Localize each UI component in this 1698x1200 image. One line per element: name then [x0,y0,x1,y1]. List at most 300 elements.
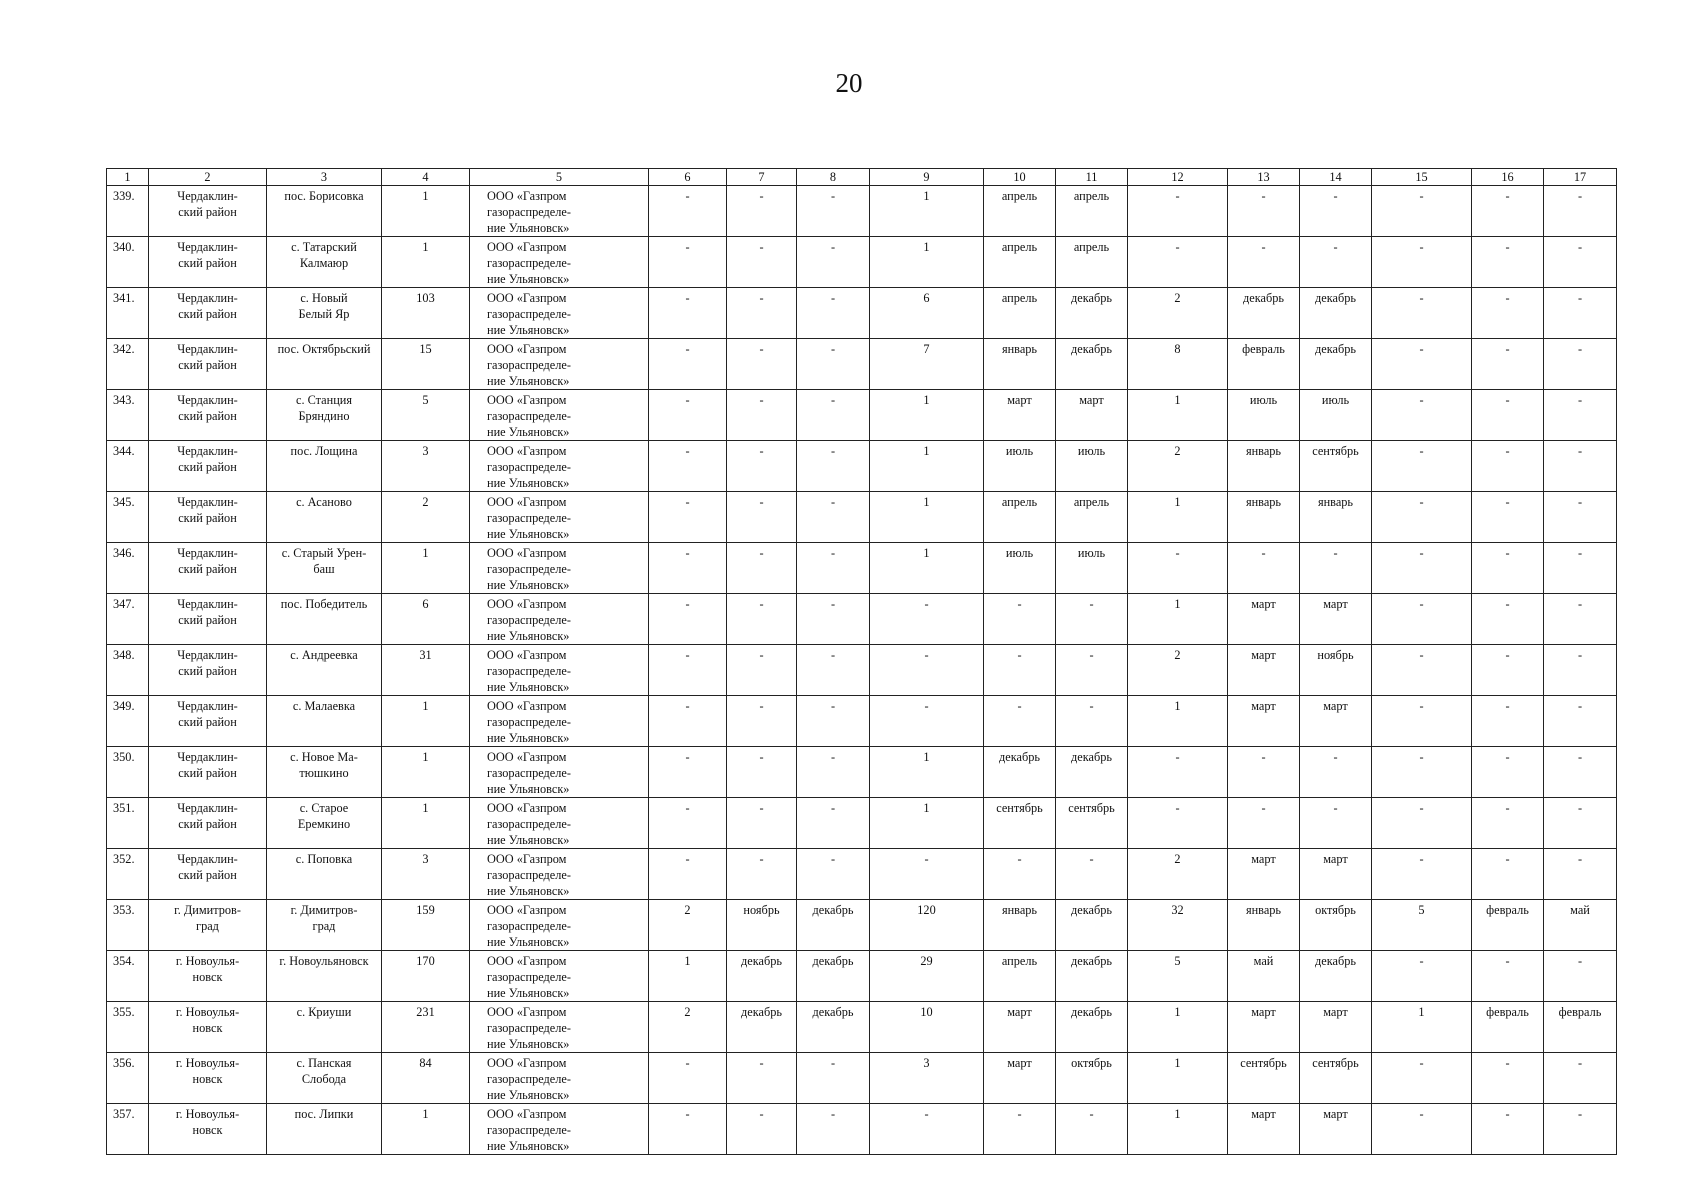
table-row [107,543,1617,594]
col10-cell: июль [984,441,1056,492]
col15-cell: - [1372,543,1472,594]
col6-cell: - [649,186,727,237]
row-number: 349. [107,696,149,747]
column-header: 6 [649,169,727,186]
organization-cell: ООО «Газпром газораспределе- ние Ульяновск» [470,798,649,849]
col12-cell: 1 [1128,1002,1228,1053]
col11-cell: - [1056,594,1128,645]
col7-cell: - [727,1053,797,1104]
settlement-cell: с. Андреевка [267,645,382,696]
col14-cell: март [1300,594,1372,645]
column-header: 8 [797,169,870,186]
col11-cell: - [1056,1104,1128,1155]
col13-cell: март [1228,645,1300,696]
col11-cell: март [1056,390,1128,441]
row-number: 355. [107,1002,149,1053]
col10-cell: - [984,1104,1056,1155]
count-cell: 1 [382,798,470,849]
col11-cell: декабрь [1056,900,1128,951]
district-cell: г. Новоулья- новск [149,951,267,1002]
count-cell: 84 [382,1053,470,1104]
col10-cell: - [984,645,1056,696]
col15-cell: - [1372,594,1472,645]
col10-cell: март [984,1053,1056,1104]
district-cell: г. Новоулья- новск [149,1053,267,1104]
organization-cell: ООО «Газпром газораспределе- ние Ульяновск» [470,390,649,441]
col10-cell: январь [984,900,1056,951]
table-row [107,288,1617,339]
table-row [107,798,1617,849]
page-number: 20 [835,68,863,98]
district-cell: Чердаклин- ский район [149,696,267,747]
col16-cell: - [1472,492,1544,543]
col15-cell: - [1372,696,1472,747]
col7-cell: - [727,339,797,390]
col7-cell: - [727,594,797,645]
count-cell: 103 [382,288,470,339]
row-number: 343. [107,390,149,441]
organization-cell: ООО «Газпром газораспределе- ние Ульяновск» [470,747,649,798]
column-header: 16 [1472,169,1544,186]
count-cell: 6 [382,594,470,645]
col12-cell: - [1128,747,1228,798]
col15-cell: - [1372,288,1472,339]
settlement-cell: с. Татарский Калмаюр [267,237,382,288]
col9-cell: 1 [870,186,984,237]
col11-cell: - [1056,849,1128,900]
col15-cell: 5 [1372,900,1472,951]
col10-cell: март [984,1002,1056,1053]
col17-cell: - [1544,390,1617,441]
col15-cell: - [1372,798,1472,849]
col14-cell: декабрь [1300,951,1372,1002]
col13-cell: март [1228,849,1300,900]
col15-cell: - [1372,747,1472,798]
organization-cell: ООО «Газпром газораспределе- ние Ульяновск» [470,951,649,1002]
settlement-cell: пос. Липки [267,1104,382,1155]
table-row [107,1053,1617,1104]
settlement-cell: с. Старый Урен- баш [267,543,382,594]
col14-cell: - [1300,798,1372,849]
col9-cell: 1 [870,492,984,543]
table-row [107,594,1617,645]
col14-cell: - [1300,747,1372,798]
row-number: 353. [107,900,149,951]
col9-cell: 1 [870,543,984,594]
row-number: 348. [107,645,149,696]
column-header: 15 [1372,169,1472,186]
col9-cell: 1 [870,441,984,492]
table-row [107,390,1617,441]
col8-cell: - [797,390,870,441]
col17-cell: - [1544,186,1617,237]
district-cell: Чердаклин- ский район [149,594,267,645]
table-row [107,900,1617,951]
col15-cell: - [1372,237,1472,288]
district-cell: Чердаклин- ский район [149,288,267,339]
col9-cell: 29 [870,951,984,1002]
col11-cell: декабрь [1056,951,1128,1002]
col8-cell: - [797,492,870,543]
col17-cell: - [1544,747,1617,798]
col17-cell: - [1544,339,1617,390]
col16-cell: - [1472,747,1544,798]
col8-cell: - [797,849,870,900]
organization-cell: ООО «Газпром газораспределе- ние Ульяновск» [470,1104,649,1155]
col12-cell: 2 [1128,288,1228,339]
col16-cell: - [1472,186,1544,237]
col6-cell: 1 [649,951,727,1002]
district-cell: Чердаклин- ский район [149,543,267,594]
col16-cell: февраль [1472,1002,1544,1053]
col9-cell: 1 [870,237,984,288]
col17-cell: май [1544,900,1617,951]
count-cell: 1 [382,186,470,237]
col16-cell: - [1472,951,1544,1002]
col17-cell: - [1544,1053,1617,1104]
col15-cell: - [1372,339,1472,390]
col16-cell: - [1472,1053,1544,1104]
col8-cell: - [797,288,870,339]
col8-cell: - [797,1053,870,1104]
col6-cell: 2 [649,1002,727,1053]
col14-cell: ноябрь [1300,645,1372,696]
col9-cell: 10 [870,1002,984,1053]
col6-cell: - [649,492,727,543]
row-number: 357. [107,1104,149,1155]
col13-cell: - [1228,798,1300,849]
table-row [107,747,1617,798]
col12-cell: 2 [1128,645,1228,696]
col11-cell: - [1056,645,1128,696]
col7-cell: - [727,543,797,594]
settlement-cell: с. Панская Слобода [267,1053,382,1104]
col14-cell: сентябрь [1300,1053,1372,1104]
col12-cell: - [1128,186,1228,237]
col10-cell: сентябрь [984,798,1056,849]
col6-cell: - [649,747,727,798]
col11-cell: декабрь [1056,747,1128,798]
col6-cell: - [649,1104,727,1155]
col16-cell: - [1472,798,1544,849]
col9-cell: 1 [870,747,984,798]
column-header: 9 [870,169,984,186]
column-header: 3 [267,169,382,186]
col8-cell: - [797,1104,870,1155]
district-cell: г. Новоулья- новск [149,1002,267,1053]
col7-cell: - [727,747,797,798]
col14-cell: декабрь [1300,288,1372,339]
col15-cell: - [1372,492,1472,543]
col14-cell: март [1300,1002,1372,1053]
column-header: 5 [470,169,649,186]
col14-cell: март [1300,849,1372,900]
col14-cell: сентябрь [1300,441,1372,492]
col17-cell: - [1544,543,1617,594]
col12-cell: 32 [1128,900,1228,951]
col11-cell: июль [1056,441,1128,492]
col9-cell: 120 [870,900,984,951]
table-row [107,186,1617,237]
row-number: 341. [107,288,149,339]
col12-cell: 2 [1128,441,1228,492]
district-cell: Чердаклин- ский район [149,747,267,798]
col17-cell: февраль [1544,1002,1617,1053]
settlement-cell: с. Асаново [267,492,382,543]
district-cell: г. Димитров- град [149,900,267,951]
row-number: 352. [107,849,149,900]
row-number: 339. [107,186,149,237]
col13-cell: январь [1228,900,1300,951]
col17-cell: - [1544,645,1617,696]
col7-cell: - [727,390,797,441]
organization-cell: ООО «Газпром газораспределе- ние Ульяновск» [470,186,649,237]
col11-cell: апрель [1056,492,1128,543]
count-cell: 1 [382,543,470,594]
col15-cell: - [1372,849,1472,900]
column-header: 7 [727,169,797,186]
col16-cell: - [1472,645,1544,696]
col12-cell: 1 [1128,492,1228,543]
col15-cell: - [1372,1104,1472,1155]
col17-cell: - [1544,288,1617,339]
organization-cell: ООО «Газпром газораспределе- ние Ульяновск» [470,1002,649,1053]
col10-cell: январь [984,339,1056,390]
col8-cell: - [797,441,870,492]
col16-cell: - [1472,237,1544,288]
col14-cell: декабрь [1300,339,1372,390]
row-number: 354. [107,951,149,1002]
settlement-cell: с. Поповка [267,849,382,900]
col13-cell: декабрь [1228,288,1300,339]
col16-cell: - [1472,696,1544,747]
col8-cell: - [797,798,870,849]
col16-cell: - [1472,288,1544,339]
col7-cell: - [727,186,797,237]
col6-cell: - [649,1053,727,1104]
col8-cell: - [797,747,870,798]
col16-cell: - [1472,1104,1544,1155]
col16-cell: - [1472,390,1544,441]
col11-cell: сентябрь [1056,798,1128,849]
col6-cell: - [649,594,727,645]
col9-cell: - [870,645,984,696]
count-cell: 170 [382,951,470,1002]
settlement-cell: с. Станция Бряндино [267,390,382,441]
settlement-cell: с. Новый Белый Яр [267,288,382,339]
col7-cell: - [727,288,797,339]
col7-cell: декабрь [727,951,797,1002]
col14-cell: январь [1300,492,1372,543]
col6-cell: - [649,696,727,747]
header-row [107,169,1617,186]
col10-cell: март [984,390,1056,441]
col15-cell: - [1372,390,1472,441]
col16-cell: - [1472,849,1544,900]
col12-cell: - [1128,798,1228,849]
table-row [107,492,1617,543]
col8-cell: - [797,186,870,237]
col6-cell: - [649,288,727,339]
col7-cell: ноябрь [727,900,797,951]
count-cell: 31 [382,645,470,696]
settlement-cell: г. Димитров- град [267,900,382,951]
table-row [107,849,1617,900]
organization-cell: ООО «Газпром газораспределе- ние Ульяновск» [470,237,649,288]
col15-cell: - [1372,951,1472,1002]
col13-cell: - [1228,543,1300,594]
col6-cell: - [649,645,727,696]
col10-cell: - [984,594,1056,645]
table-row [107,441,1617,492]
settlement-cell: с. Криуши [267,1002,382,1053]
col9-cell: 6 [870,288,984,339]
district-cell: Чердаклин- ский район [149,645,267,696]
settlement-cell: пос. Лощина [267,441,382,492]
col15-cell: - [1372,441,1472,492]
count-cell: 15 [382,339,470,390]
col8-cell: - [797,594,870,645]
col7-cell: - [727,798,797,849]
col11-cell: декабрь [1056,1002,1128,1053]
col12-cell: 1 [1128,1053,1228,1104]
col7-cell: - [727,849,797,900]
column-header: 11 [1056,169,1128,186]
row-number: 351. [107,798,149,849]
row-number: 342. [107,339,149,390]
organization-cell: ООО «Газпром газораспределе- ние Ульяновск» [470,339,649,390]
col6-cell: - [649,237,727,288]
col14-cell: октябрь [1300,900,1372,951]
col16-cell: - [1472,594,1544,645]
col16-cell: - [1472,441,1544,492]
column-header: 2 [149,169,267,186]
col11-cell: декабрь [1056,288,1128,339]
column-header: 1 [107,169,149,186]
col6-cell: - [649,798,727,849]
col7-cell: - [727,1104,797,1155]
column-header: 13 [1228,169,1300,186]
col8-cell: - [797,543,870,594]
col12-cell: 2 [1128,849,1228,900]
organization-cell: ООО «Газпром газораспределе- ние Ульяновск» [470,696,649,747]
col7-cell: декабрь [727,1002,797,1053]
col15-cell: - [1372,1053,1472,1104]
col13-cell: май [1228,951,1300,1002]
col14-cell: март [1300,696,1372,747]
row-number: 340. [107,237,149,288]
col8-cell: - [797,645,870,696]
col13-cell: март [1228,696,1300,747]
col11-cell: октябрь [1056,1053,1128,1104]
col15-cell: 1 [1372,1002,1472,1053]
col13-cell: январь [1228,441,1300,492]
col10-cell: - [984,849,1056,900]
col6-cell: - [649,390,727,441]
settlement-cell: с. Малаевка [267,696,382,747]
col8-cell: декабрь [797,1002,870,1053]
col15-cell: - [1372,186,1472,237]
col8-cell: декабрь [797,951,870,1002]
table-row [107,1104,1617,1155]
col8-cell: - [797,696,870,747]
organization-cell: ООО «Газпром газораспределе- ние Ульяновск» [470,900,649,951]
col17-cell: - [1544,237,1617,288]
settlement-cell: с. Старое Еремкино [267,798,382,849]
column-header: 10 [984,169,1056,186]
col16-cell: - [1472,543,1544,594]
col16-cell: февраль [1472,900,1544,951]
column-header: 17 [1544,169,1617,186]
table-row [107,645,1617,696]
organization-cell: ООО «Газпром газораспределе- ние Ульяновск» [470,441,649,492]
col6-cell: - [649,339,727,390]
col13-cell: март [1228,1002,1300,1053]
row-number: 356. [107,1053,149,1104]
district-cell: Чердаклин- ский район [149,339,267,390]
col10-cell: апрель [984,951,1056,1002]
col12-cell: 1 [1128,1104,1228,1155]
col12-cell: 1 [1128,696,1228,747]
col13-cell: февраль [1228,339,1300,390]
count-cell: 1 [382,696,470,747]
district-cell: Чердаклин- ский район [149,798,267,849]
table-body [107,186,1617,1155]
col13-cell: сентябрь [1228,1053,1300,1104]
col14-cell: - [1300,237,1372,288]
col13-cell: июль [1228,390,1300,441]
count-cell: 1 [382,1104,470,1155]
col7-cell: - [727,645,797,696]
district-cell: Чердаклин- ский район [149,390,267,441]
col10-cell: апрель [984,186,1056,237]
row-number: 350. [107,747,149,798]
col17-cell: - [1544,849,1617,900]
district-cell: Чердаклин- ский район [149,237,267,288]
col9-cell: - [870,696,984,747]
col10-cell: декабрь [984,747,1056,798]
col13-cell: март [1228,1104,1300,1155]
organization-cell: ООО «Газпром газораспределе- ние Ульяновск» [470,849,649,900]
col8-cell: - [797,339,870,390]
col11-cell: - [1056,696,1128,747]
col17-cell: - [1544,798,1617,849]
organization-cell: ООО «Газпром газораспределе- ние Ульяновск» [470,543,649,594]
col6-cell: - [649,543,727,594]
district-cell: Чердаклин- ский район [149,186,267,237]
table-row [107,951,1617,1002]
schedule-table [106,168,1617,1155]
col13-cell: январь [1228,492,1300,543]
col16-cell: - [1472,339,1544,390]
column-header: 12 [1128,169,1228,186]
count-cell: 3 [382,441,470,492]
col11-cell: апрель [1056,186,1128,237]
count-cell: 231 [382,1002,470,1053]
col10-cell: апрель [984,492,1056,543]
column-header: 4 [382,169,470,186]
district-cell: Чердаклин- ский район [149,441,267,492]
col14-cell: июль [1300,390,1372,441]
col9-cell: - [870,849,984,900]
settlement-cell: пос. Борисовка [267,186,382,237]
row-number: 345. [107,492,149,543]
organization-cell: ООО «Газпром газораспределе- ние Ульяновск» [470,492,649,543]
district-cell: Чердаклин- ский район [149,492,267,543]
col11-cell: декабрь [1056,339,1128,390]
col10-cell: апрель [984,237,1056,288]
col13-cell: - [1228,186,1300,237]
